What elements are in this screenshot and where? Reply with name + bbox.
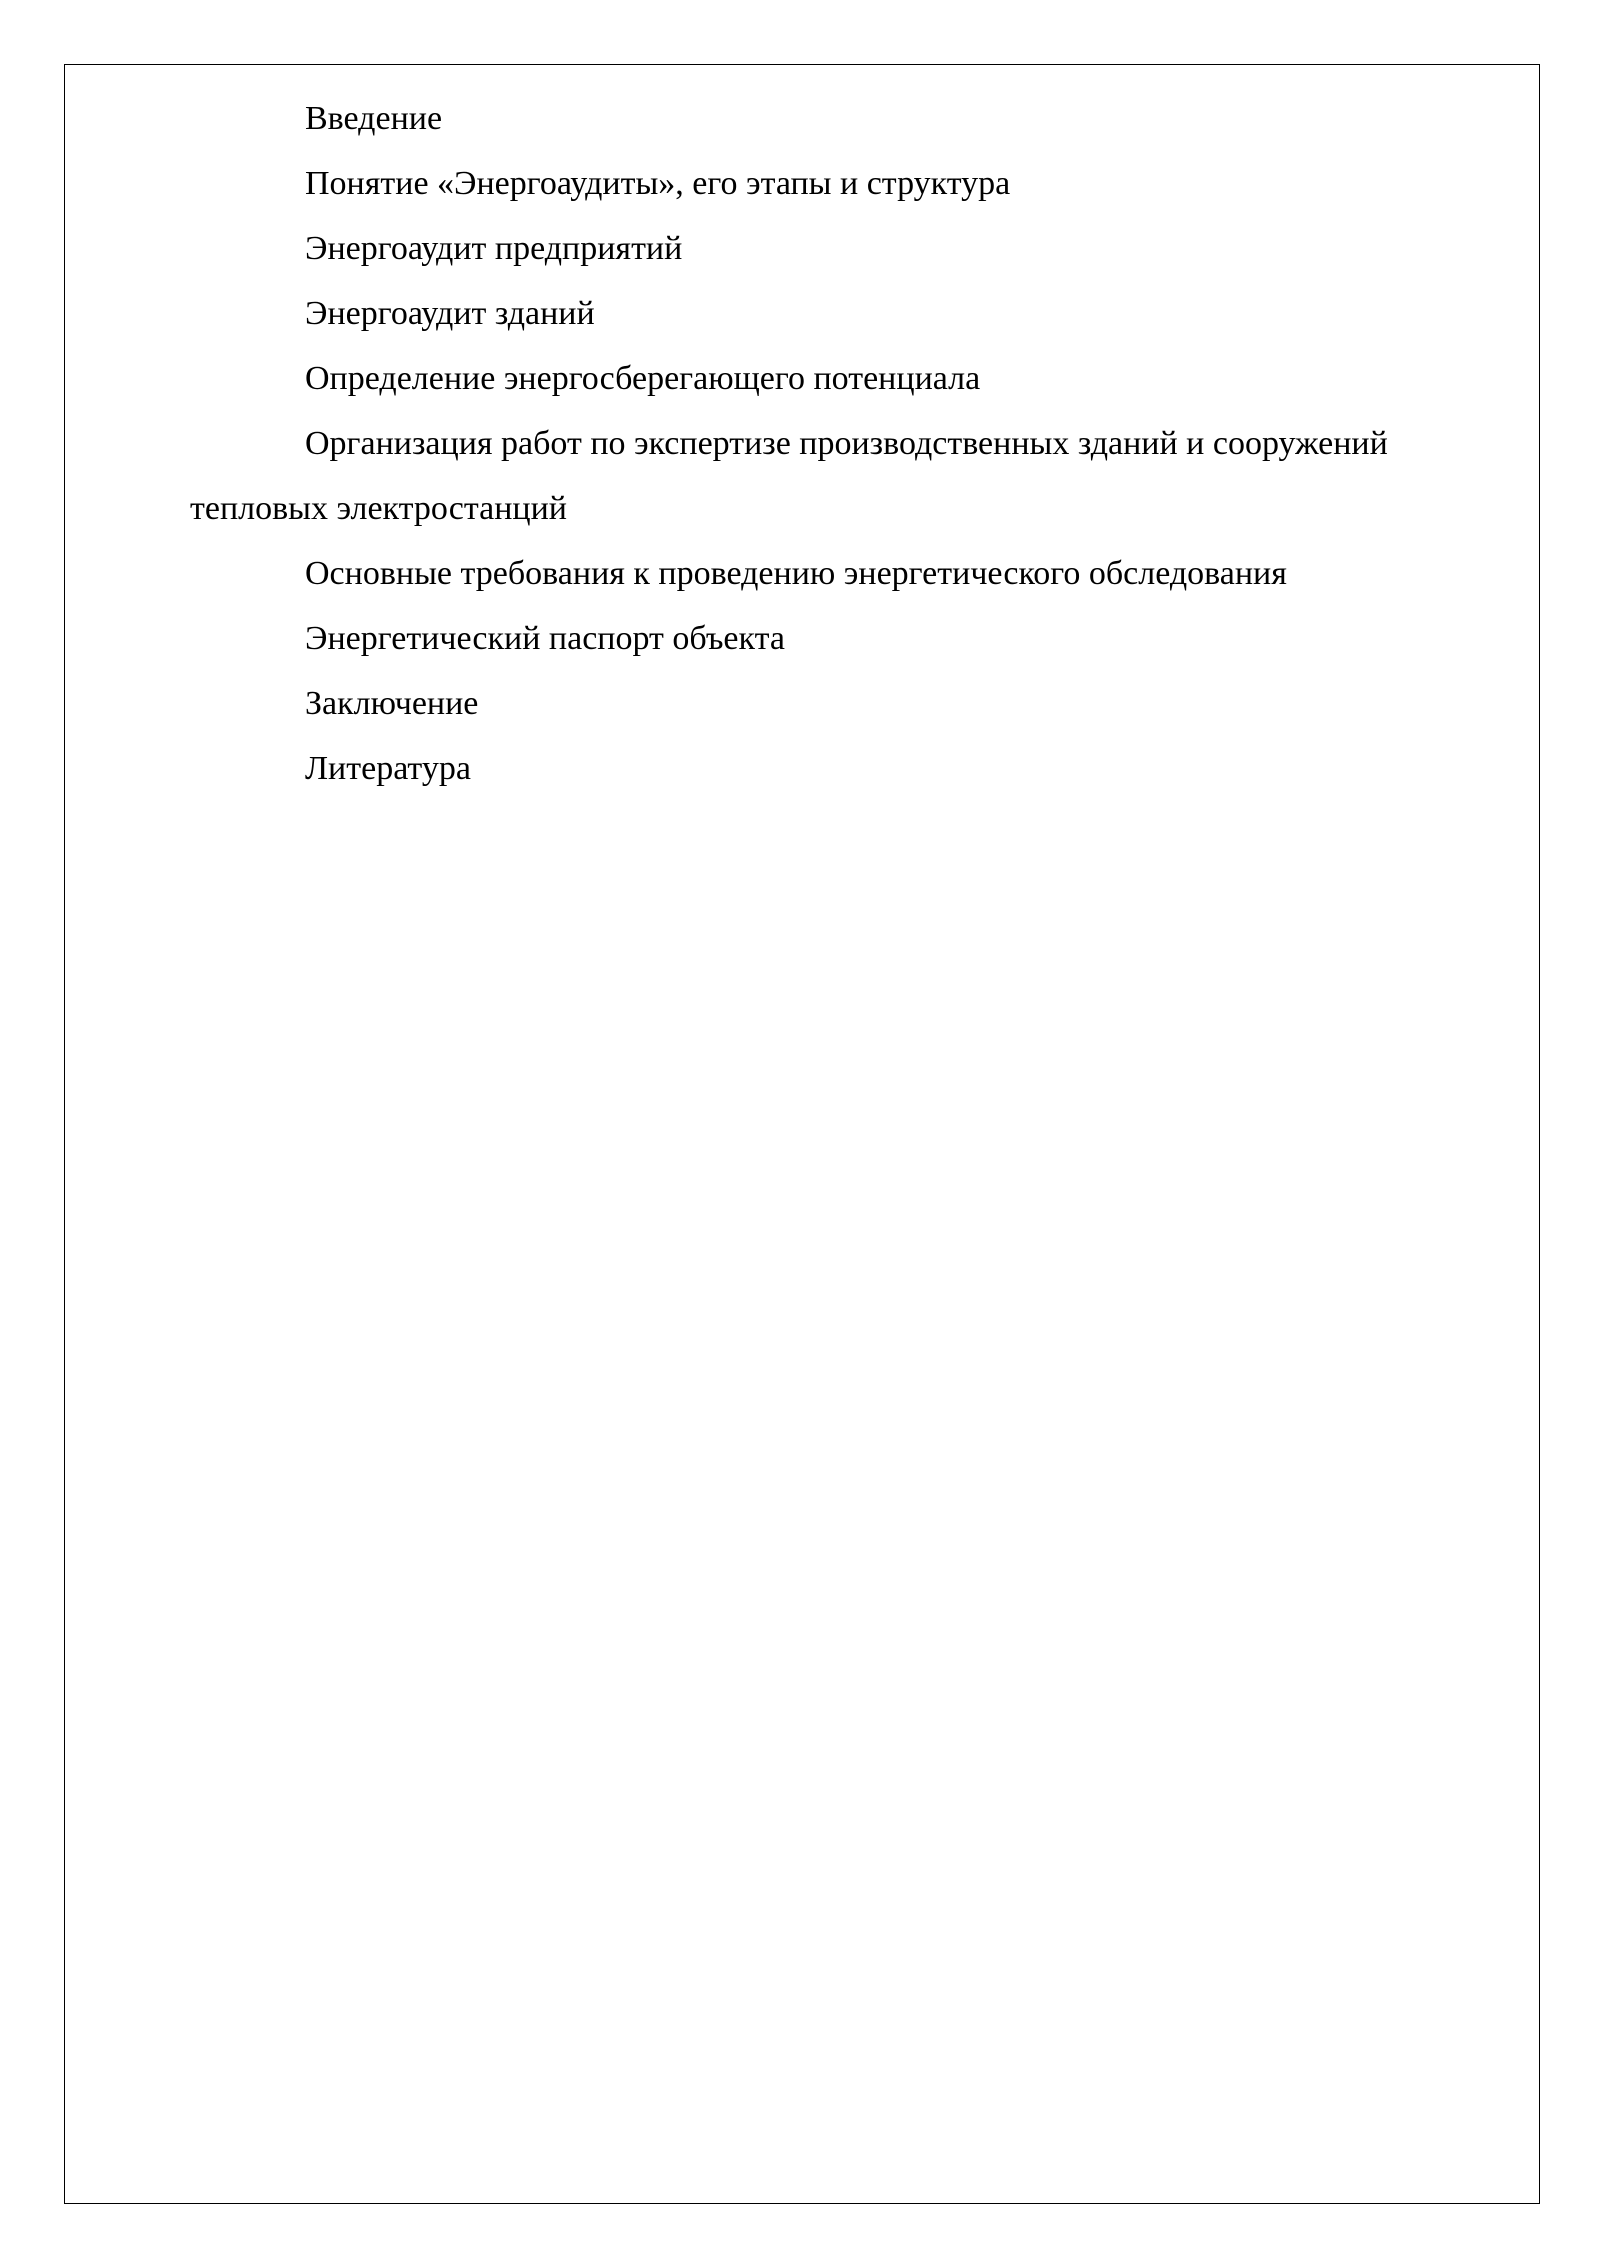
- toc-item-inspection-requirements: Основные требования к проведению энергетического обследования: [305, 555, 1287, 592]
- toc-item-expertise-organization: Организация работ по экспертизе производственных зданий и сооружений тепловых электростанций: [190, 425, 1388, 527]
- toc-item-saving-potential: Определение энергосберегающего потенциала: [305, 360, 981, 397]
- toc-item-enterprise-audit: Энергоаудит предприятий: [305, 230, 683, 267]
- toc-item-introduction: Введение: [305, 100, 443, 137]
- toc-item-energy-audit-concept: Понятие «Энергоаудиты», его этапы и структура: [305, 165, 1011, 202]
- toc-item-energy-passport: Энергетический паспорт объекта: [305, 620, 785, 657]
- toc-item-conclusion: Заключение: [305, 685, 479, 722]
- toc-item-building-audit: Энергоаудит зданий: [305, 295, 595, 332]
- table-of-contents: [190, 86, 1420, 801]
- toc-item-literature: Литература: [305, 750, 471, 787]
